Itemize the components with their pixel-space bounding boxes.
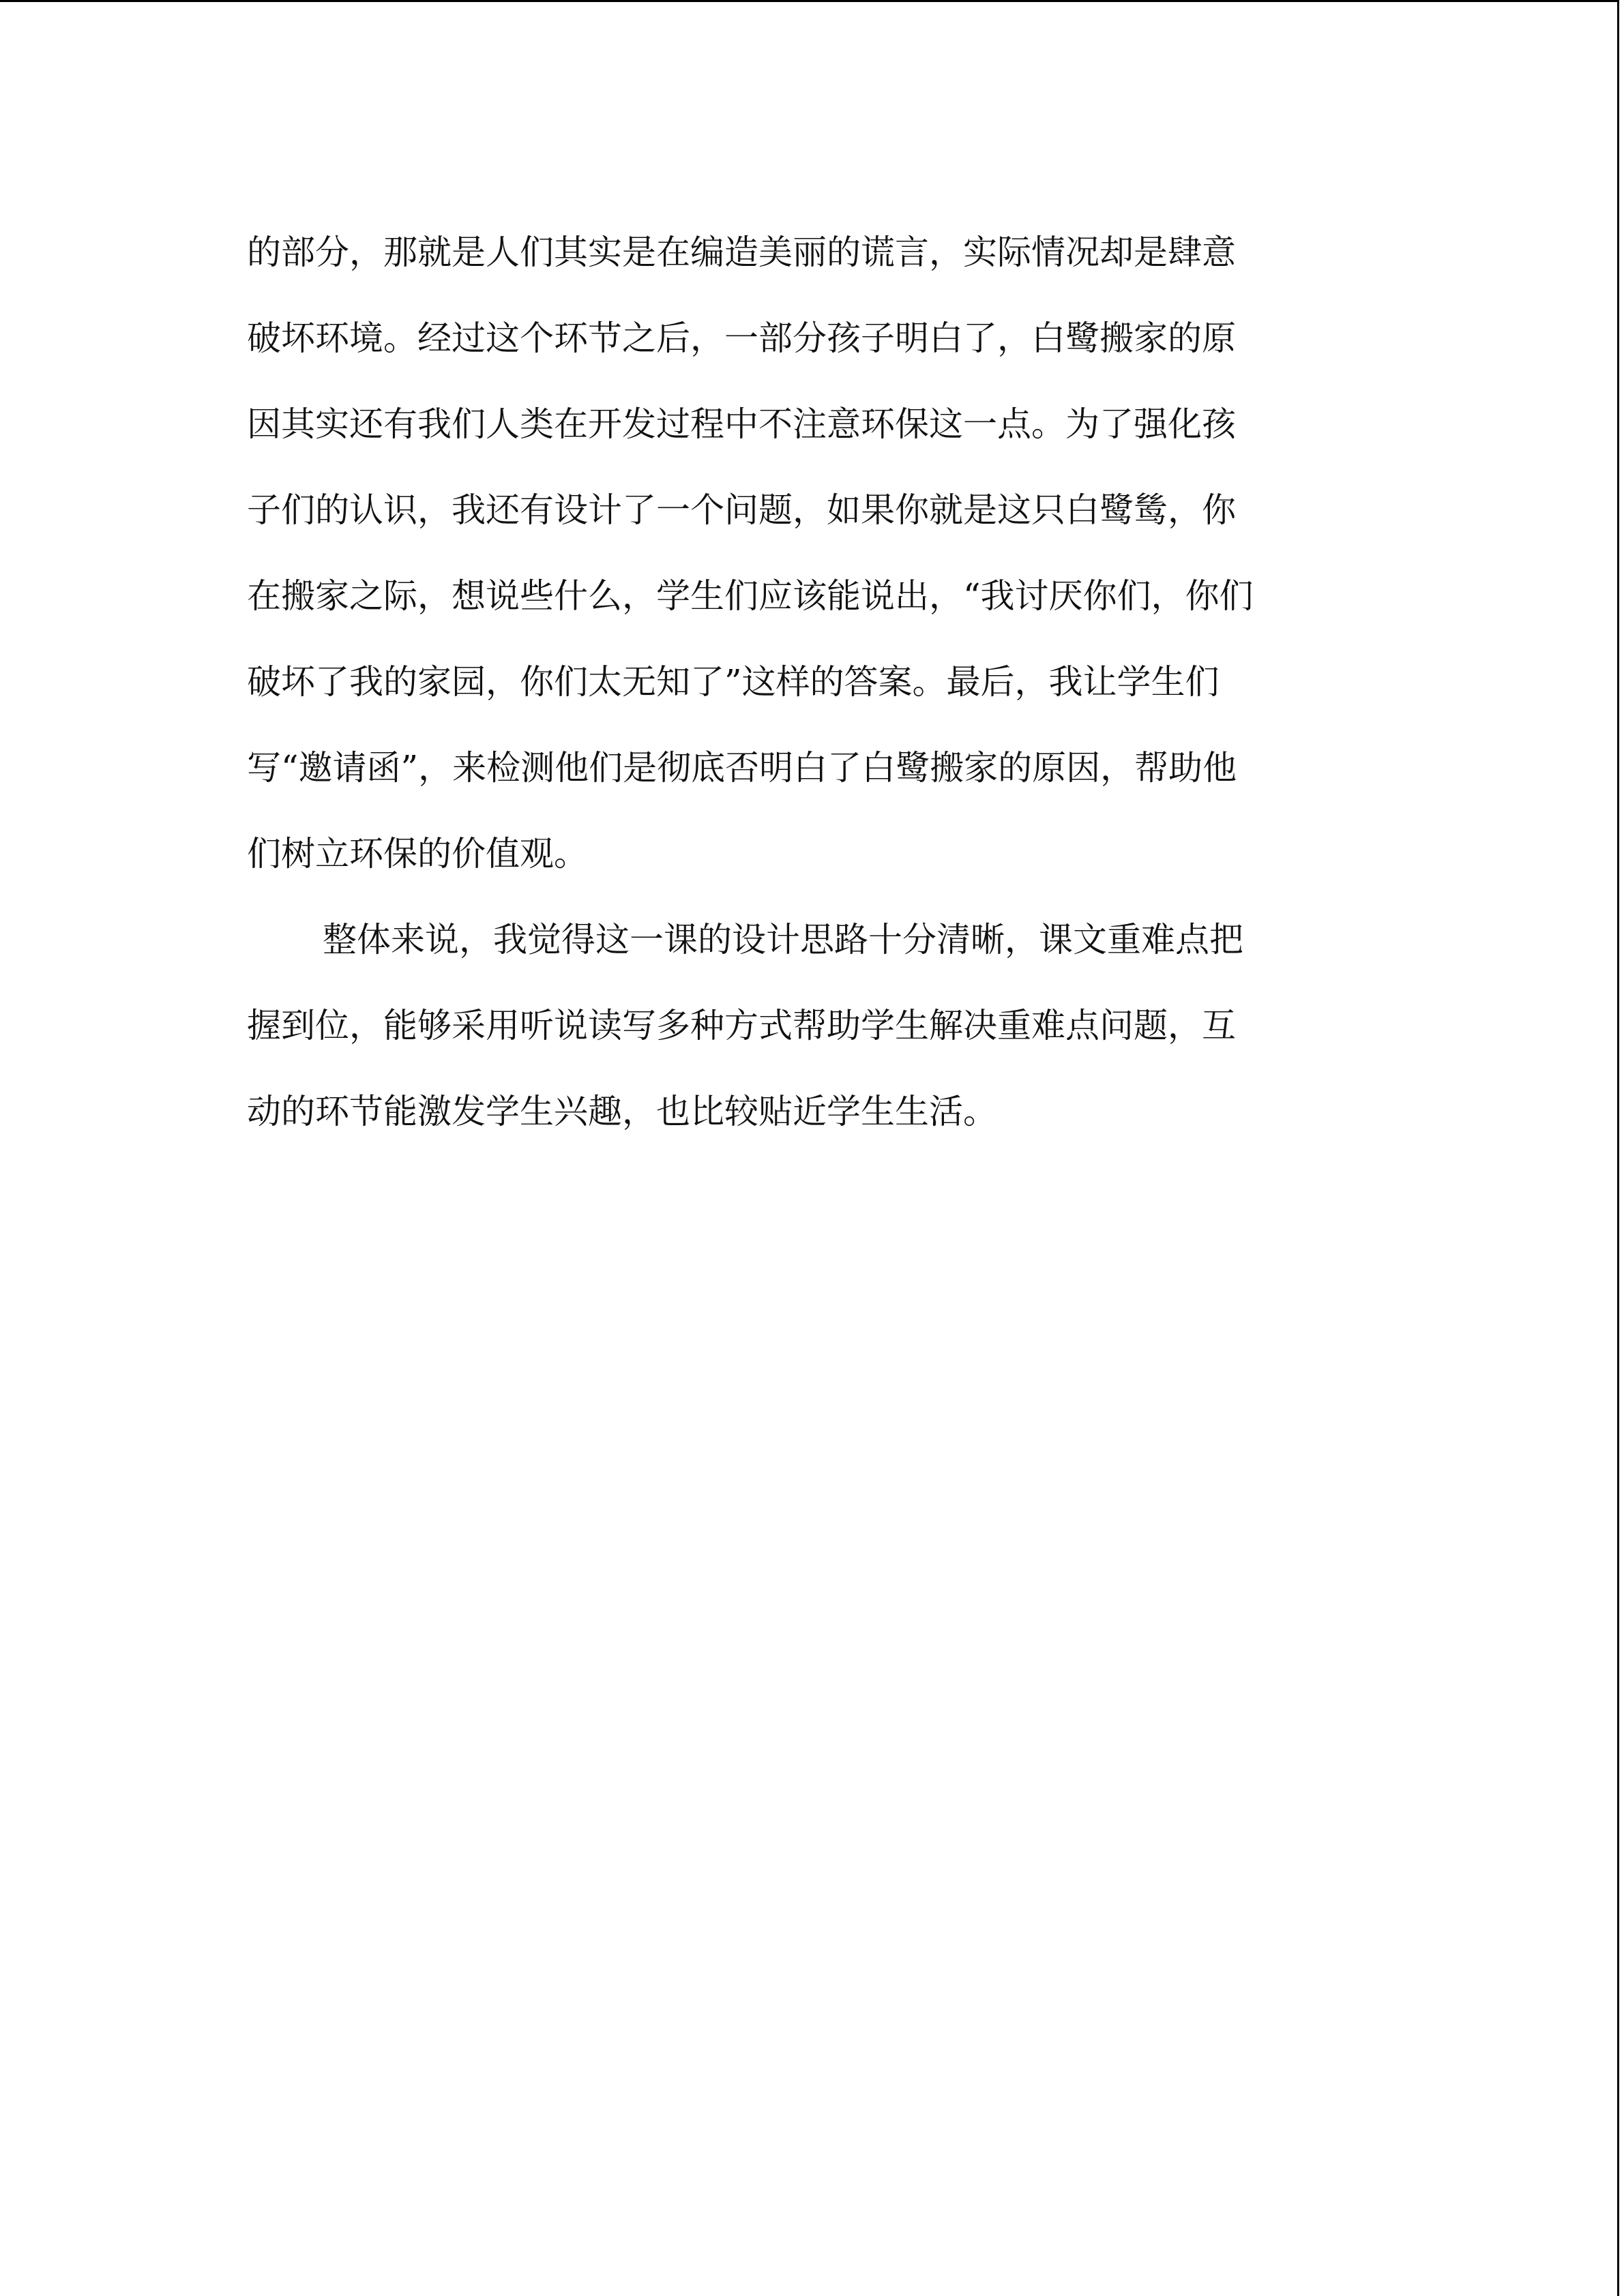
text-line: 破坏环境。经过这个环节之后，一部分孩子明白了，白鹭搬家的原: [247, 318, 1236, 358]
text-line: 的部分，那就是人们其实是在编造美丽的谎言，实际情况却是肆意: [247, 233, 1236, 272]
text-line: 破坏了我的家园，你们太无知了”这样的答案。最后，我让学生们: [247, 662, 1220, 702]
text-line: 动的环节能激发学生兴趣，也比较贴近学生生活。: [247, 1092, 997, 1131]
paragraph: [247, 209, 1379, 897]
document-body: [247, 209, 1379, 1154]
text-line: 整体来说，我觉得这一课的设计思路十分清晰，课文重难点把: [323, 920, 1243, 959]
paragraph: [247, 897, 1379, 1154]
text-line: 因其实还有我们人类在开发过程中不注意环保这一点。为了强化孩: [247, 404, 1236, 444]
text-line: 子们的认识，我还有设计了一个问题，如果你就是这只白鹭鸶，你: [247, 490, 1236, 530]
text-line: 写“邀请函”，来检测他们是彻底否明白了白鹭搬家的原因，帮助他: [247, 748, 1237, 788]
text-line: 握到位，能够采用听说读写多种方式帮助学生解决重难点问题，互: [247, 1006, 1236, 1045]
text-line: 在搬家之际，想说些什么，学生们应该能说出，“我讨厌你们，你们: [247, 576, 1254, 616]
text-line: 们树立环保的价值观。: [247, 834, 588, 874]
